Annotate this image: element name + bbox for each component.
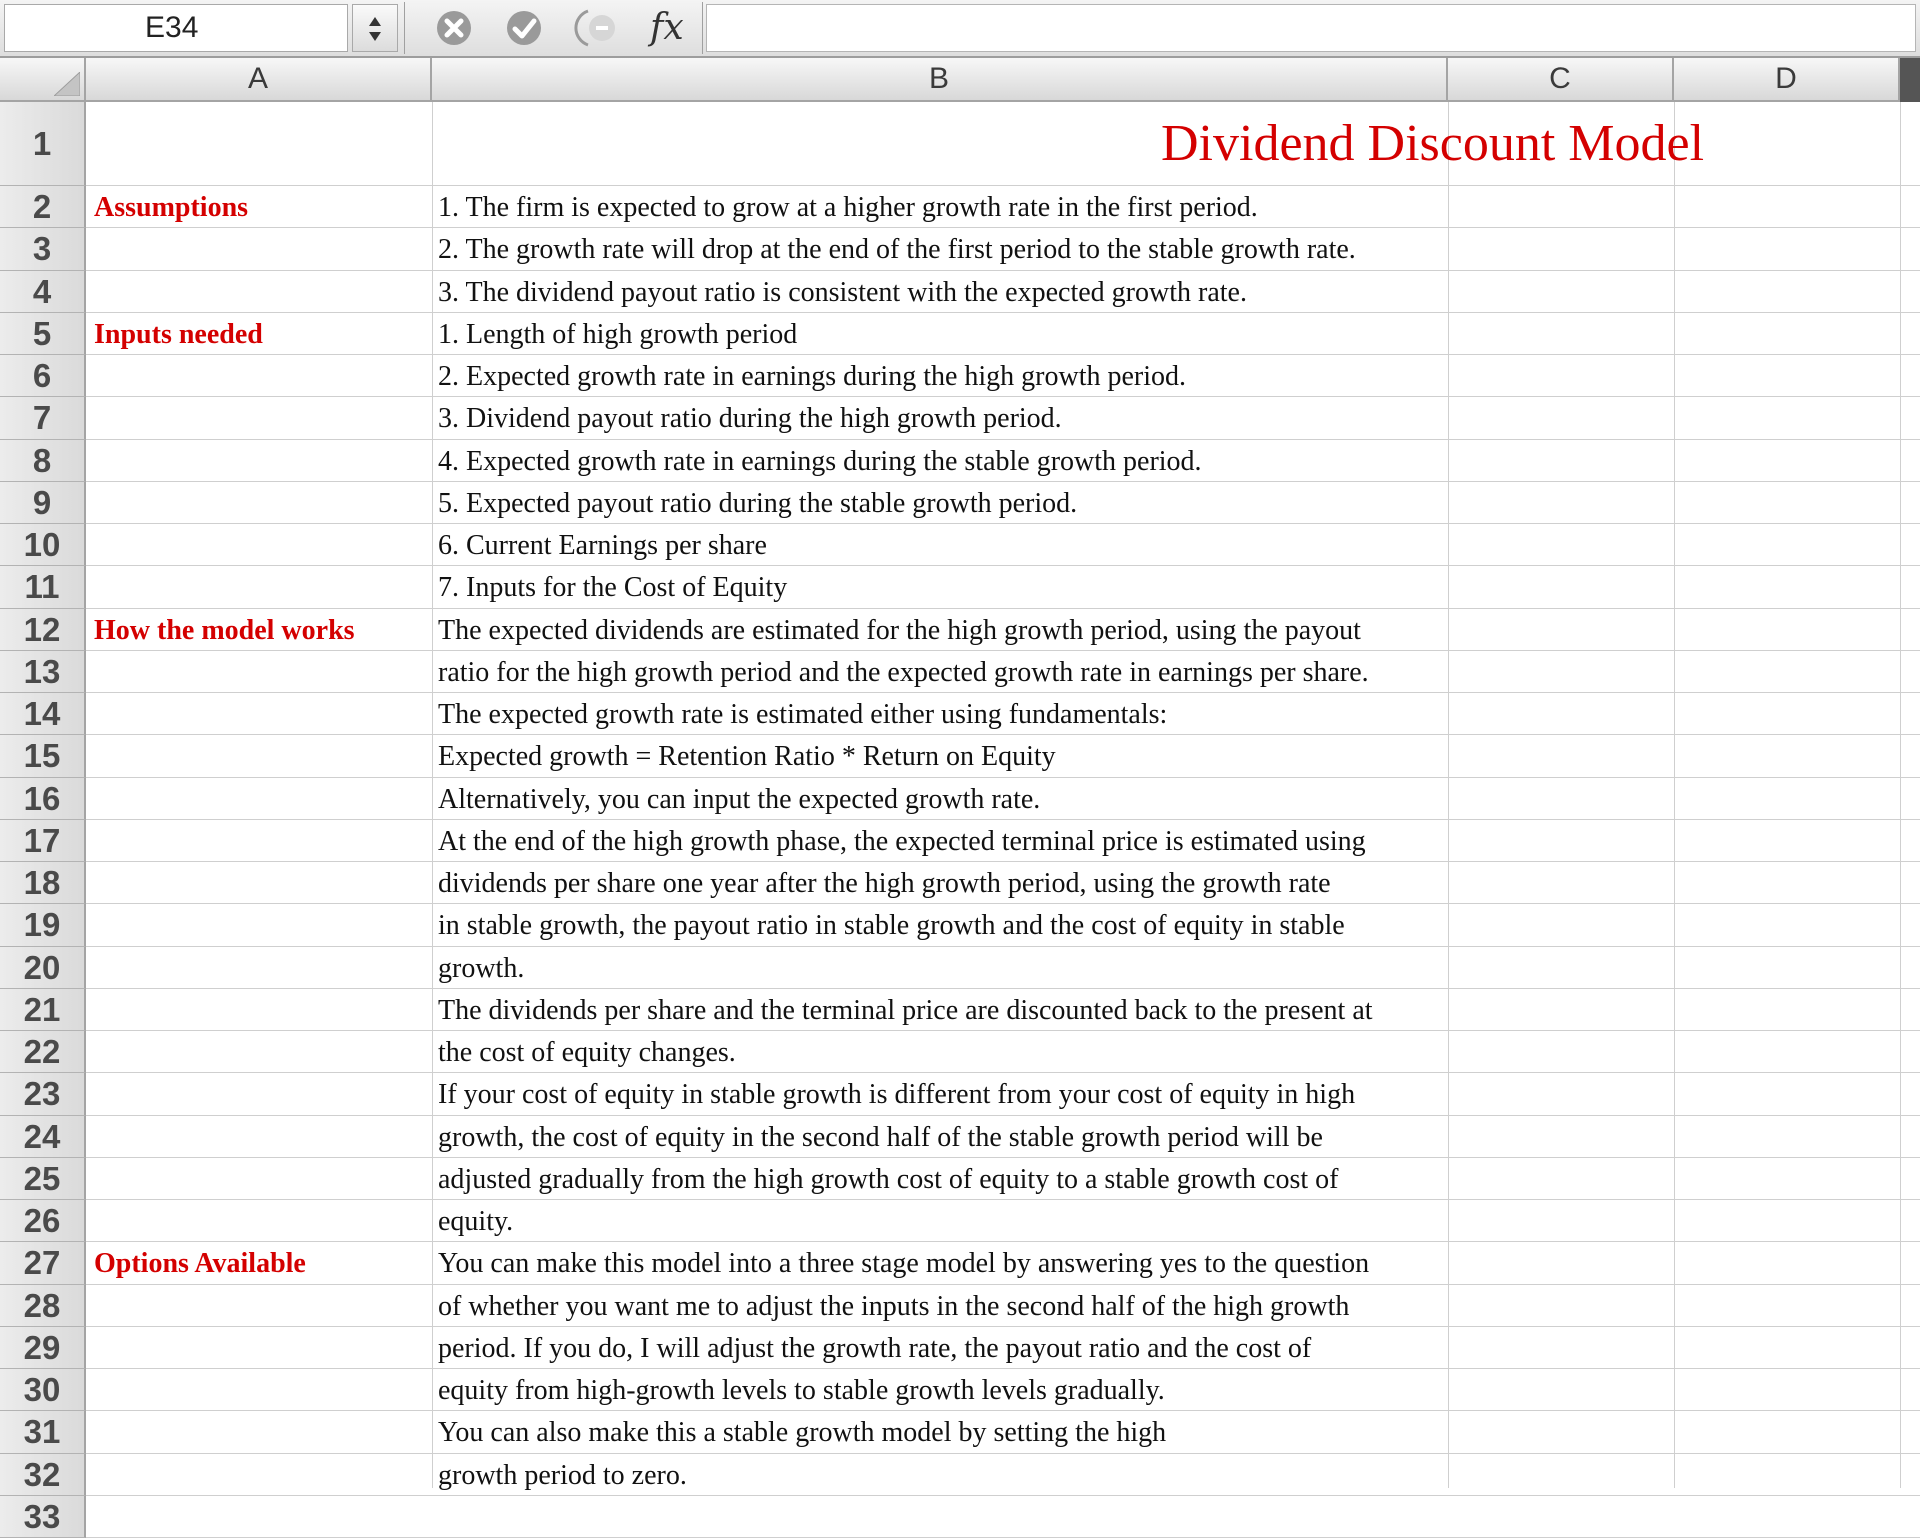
gridline — [1674, 102, 1675, 1488]
row-header[interactable]: 21 — [0, 989, 86, 1031]
gridline — [86, 312, 1920, 313]
description-cell[interactable]: growth period to zero. — [438, 1459, 687, 1491]
row-header[interactable]: 5 — [0, 313, 86, 355]
row-header[interactable]: 20 — [0, 947, 86, 989]
description-cell[interactable]: growth, the cost of equity in the second half of the stable growth period will be — [438, 1121, 1323, 1153]
row-header[interactable]: 31 — [0, 1411, 86, 1453]
gridline — [86, 1199, 1920, 1200]
gridline — [86, 1115, 1920, 1116]
gridline — [1900, 102, 1901, 1488]
description-cell[interactable]: of whether you want me to adjust the inputs in the second half of the high growth — [438, 1290, 1350, 1322]
gridline — [86, 1284, 1920, 1285]
description-cell[interactable]: The dividends per share and the terminal price are discounted back to the present at — [438, 994, 1373, 1026]
gridline — [86, 270, 1920, 271]
description-cell[interactable]: 1. Length of high growth period — [438, 318, 798, 350]
row-header[interactable]: 17 — [0, 820, 86, 862]
row-header[interactable]: 12 — [0, 609, 86, 651]
select-all-triangle-icon — [54, 72, 80, 96]
gridline — [86, 354, 1920, 355]
row-header[interactable]: 9 — [0, 482, 86, 524]
select-all-corner[interactable] — [0, 58, 86, 102]
toolbar-divider — [404, 2, 405, 54]
description-cell[interactable]: 3. Dividend payout ratio during the high growth period. — [438, 403, 1062, 435]
gridline — [86, 734, 1920, 735]
description-cell[interactable]: 7. Inputs for the Cost of Equity — [438, 572, 788, 604]
description-cell[interactable]: equity from high-growth levels to stable growth levels gradually. — [438, 1375, 1165, 1407]
gridline — [86, 1495, 1920, 1496]
row-header[interactable]: 2 — [0, 186, 86, 228]
description-cell[interactable]: If your cost of equity in stable growth is different from your cost of equity in high — [438, 1079, 1356, 1111]
description-cell[interactable]: 6. Current Earnings per share — [438, 530, 767, 562]
confirm-icon[interactable] — [504, 8, 544, 48]
column-header-c[interactable]: C — [1448, 58, 1674, 102]
description-cell[interactable]: growth. — [438, 952, 525, 984]
toolbar-divider — [702, 2, 703, 54]
gridline — [86, 1157, 1920, 1158]
row-header[interactable]: 6 — [0, 355, 86, 397]
section-label[interactable]: How the model works — [94, 614, 355, 646]
description-cell[interactable]: 2. Expected growth rate in earnings during the high growth period. — [438, 361, 1187, 393]
row-header[interactable]: 1 — [0, 102, 86, 186]
description-cell[interactable]: The expected dividends are estimated for the high growth period, using the payout — [438, 614, 1361, 646]
description-cell[interactable]: period. If you do, I will adjust the growth rate, the payout ratio and the cost of — [438, 1332, 1312, 1364]
function-wizard-icon[interactable] — [574, 8, 624, 48]
gridline — [432, 102, 433, 1488]
description-cell[interactable]: ratio for the high growth period and the expected growth rate in earnings per share. — [438, 656, 1369, 688]
row-header[interactable]: 28 — [0, 1285, 86, 1327]
sheet-title[interactable]: Dividend Discount Model — [1161, 115, 1705, 172]
gridline — [86, 1410, 1920, 1411]
column-header-d[interactable]: D — [1674, 58, 1900, 102]
description-cell[interactable]: 3. The dividend payout ratio is consistent with the expected growth rate. — [438, 276, 1247, 308]
gridline — [86, 988, 1920, 989]
row-header[interactable]: 27 — [0, 1242, 86, 1284]
gridline — [86, 946, 1920, 947]
row-header[interactable]: 32 — [0, 1454, 86, 1496]
scrollbar-edge[interactable] — [1900, 58, 1920, 102]
gridline — [86, 565, 1920, 566]
gridline — [86, 1241, 1920, 1242]
gridline — [86, 903, 1920, 904]
row-header[interactable]: 18 — [0, 862, 86, 904]
gridline — [86, 1368, 1920, 1369]
gridline — [86, 819, 1920, 820]
gridline — [86, 1326, 1920, 1327]
description-cell[interactable]: adjusted gradually from the high growth cost of equity to a stable growth cost of — [438, 1163, 1339, 1195]
up-down-arrows-icon — [366, 15, 384, 43]
row-header[interactable]: 29 — [0, 1327, 86, 1369]
gridline — [86, 481, 1920, 482]
description-cell[interactable]: in stable growth, the payout ratio in stable growth and the cost of equity in stable — [438, 910, 1345, 942]
description-cell[interactable]: 5. Expected payout ratio during the stable growth period. — [438, 487, 1078, 519]
description-cell[interactable]: equity. — [438, 1206, 514, 1238]
description-cell[interactable]: You can make this model into a three stage model by answering yes to the question — [438, 1248, 1370, 1280]
formula-input[interactable] — [706, 4, 1916, 52]
cancel-icon[interactable] — [434, 8, 474, 48]
row-header[interactable]: 8 — [0, 440, 86, 482]
description-cell[interactable]: The expected growth rate is estimated either using fundamentals: — [438, 699, 1168, 731]
section-label[interactable]: Inputs needed — [94, 318, 263, 350]
gridline — [86, 396, 1920, 397]
row-header[interactable]: 33 — [0, 1496, 86, 1538]
description-cell[interactable]: 2. The growth rate will drop at the end of the first period to the stable growth rate. — [438, 234, 1356, 266]
row-header[interactable]: 19 — [0, 904, 86, 946]
row-header[interactable]: 14 — [0, 693, 86, 735]
section-label[interactable]: Assumptions — [94, 192, 249, 224]
formula-bar — [0, 0, 1920, 58]
row-header[interactable]: 22 — [0, 1031, 86, 1073]
gridline — [86, 439, 1920, 440]
row-header[interactable]: 30 — [0, 1369, 86, 1411]
description-cell[interactable]: dividends per share one year after the high growth period, using the growth rate — [438, 868, 1331, 900]
row-header[interactable]: 24 — [0, 1116, 86, 1158]
row-header[interactable]: 3 — [0, 228, 86, 270]
gridline — [86, 1453, 1920, 1454]
gridline — [86, 650, 1920, 651]
row-header[interactable]: 13 — [0, 651, 86, 693]
row-header[interactable]: 10 — [0, 524, 86, 566]
name-box-stepper[interactable] — [352, 4, 398, 52]
gridline — [86, 692, 1920, 693]
gridline — [86, 861, 1920, 862]
gridline — [86, 777, 1920, 778]
gridline — [86, 523, 1920, 524]
description-cell[interactable]: Alternatively, you can input the expected growth rate. — [438, 783, 1041, 815]
name-box[interactable] — [4, 4, 348, 52]
row-header[interactable]: 4 — [0, 271, 86, 313]
row-header[interactable]: 7 — [0, 397, 86, 439]
gridline — [86, 608, 1920, 609]
gridline — [86, 185, 1920, 186]
row-header[interactable]: 26 — [0, 1200, 86, 1242]
description-cell[interactable]: 4. Expected growth rate in earnings during the stable growth period. — [438, 445, 1202, 477]
cell-reference: E34 — [145, 11, 199, 44]
description-cell[interactable]: At the end of the high growth phase, the expected terminal price is estimated using — [438, 825, 1366, 857]
row-header[interactable]: 11 — [0, 566, 86, 608]
gridline — [86, 1030, 1920, 1031]
gridline — [86, 227, 1920, 228]
column-header-b[interactable]: B — [432, 58, 1448, 102]
row-header[interactable]: 15 — [0, 735, 86, 777]
description-cell[interactable]: 1. The firm is expected to grow at a higher growth rate in the first period. — [438, 192, 1258, 224]
gridline — [86, 1072, 1920, 1073]
description-cell[interactable]: You can also make this a stable growth model by setting the high — [438, 1417, 1167, 1449]
row-header[interactable]: 16 — [0, 778, 86, 820]
column-header-bar — [0, 58, 1920, 102]
description-cell[interactable]: Expected growth = Retention Ratio * Return on Equity — [438, 741, 1056, 773]
row-header[interactable]: 23 — [0, 1073, 86, 1115]
gridline — [1448, 102, 1449, 1488]
row-header[interactable]: 25 — [0, 1158, 86, 1200]
column-header-a[interactable]: A — [86, 58, 432, 102]
description-cell[interactable]: the cost of equity changes. — [438, 1037, 736, 1069]
fx-icon[interactable]: fx — [650, 7, 684, 48]
spreadsheet-grid — [86, 102, 1920, 1491]
section-label[interactable]: Options Available — [94, 1248, 306, 1280]
